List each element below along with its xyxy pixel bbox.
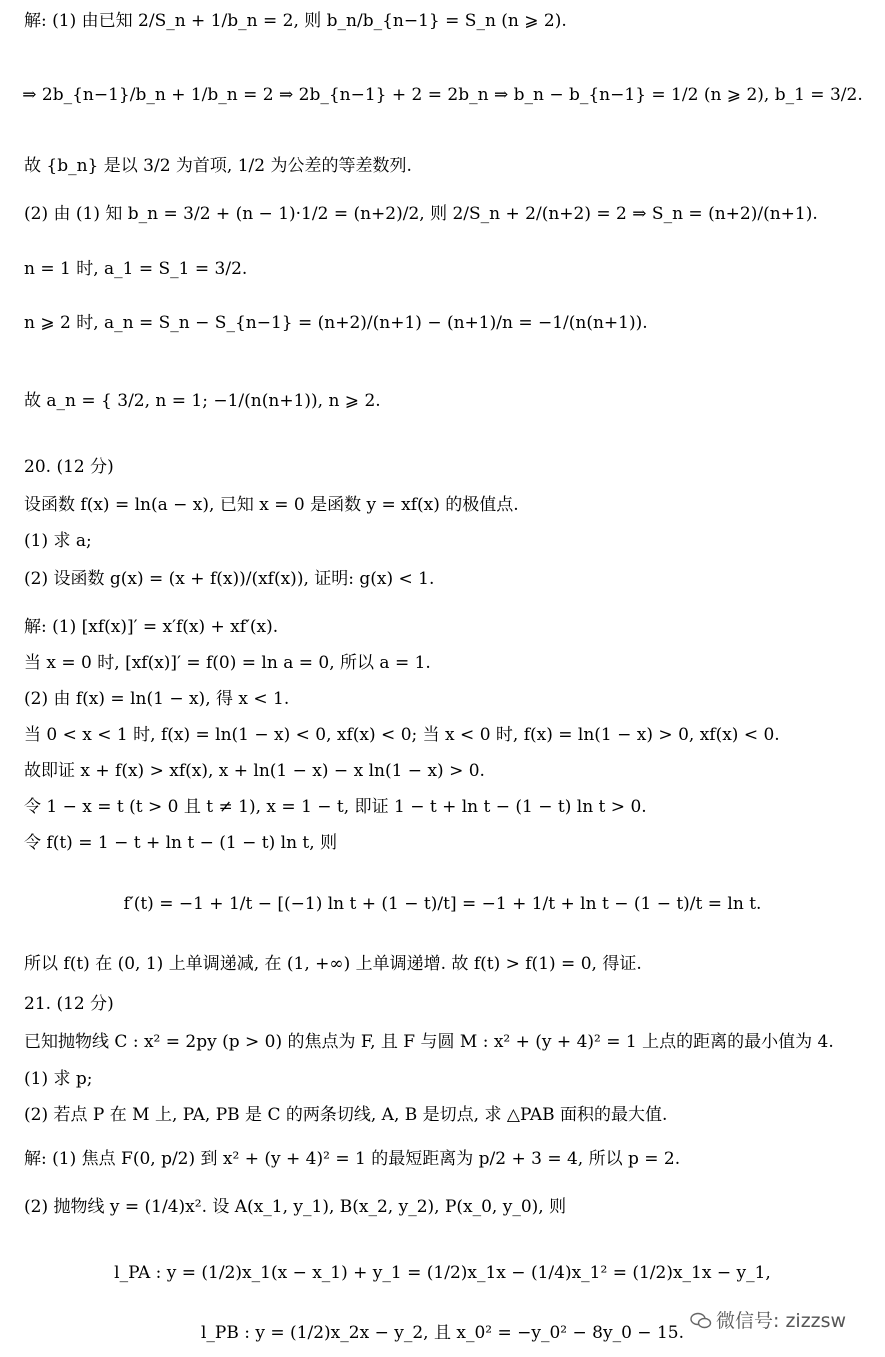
- text-line: (2) 若点 P 在 M 上, PA, PB 是 C 的两条切线, A, B 是切点, 求 △PAB 面积的最大值.: [24, 1105, 668, 1125]
- text-line: (1) 求 p;: [24, 1069, 93, 1089]
- text-line: (2) 由 (1) 知 b_n = 3/2 + (n − 1)·1/2 = (n+2)/2, 则 2/S_n + 2/(n+2) = 2 ⇒ S_n = (n+2)/(n+1).: [24, 204, 818, 224]
- text-line: f′(t) = −1 + 1/t − [(−1) ln t + (1 − t)/t] = −1 + 1/t + ln t − (1 − t)/t = ln t.: [123, 894, 762, 914]
- text-line: 故 {b_n} 是以 3/2 为首项, 1/2 为公差的等差数列.: [24, 156, 412, 176]
- text-line: 故即证 x + f(x) > xf(x), x + ln(1 − x) − x ln(1 − x) > 0.: [24, 761, 485, 781]
- text-line: (2) 由 f(x) = ln(1 − x), 得 x < 1.: [24, 689, 290, 709]
- watermark: [690, 1306, 846, 1333]
- text-line: ⇒ 2b_{n−1}/b_n + 1/b_n = 2 ⇒ 2b_{n−1} + 2 = 2b_n ⇒ b_n − b_{n−1} = 1/2 (n ⩾ 2), b_1 = 3/2.: [22, 85, 863, 105]
- text-line: (1) 求 a;: [24, 531, 92, 551]
- watermark-text: 微信号: zizzsw: [716, 1310, 847, 1332]
- text-line: 故 a_n = { 3/2, n = 1; −1/(n(n+1)), n ⩾ 2.: [24, 391, 381, 411]
- text-line: (2) 设函数 g(x) = (x + f(x))/(xf(x)), 证明: g(x) < 1.: [24, 569, 435, 589]
- text-line: 20. (12 分): [24, 457, 114, 477]
- text-line: 已知抛物线 C : x² = 2py (p > 0) 的焦点为 F, 且 F 与圆 M : x² + (y + 4)² = 1 上点的距离的最小值为 4.: [24, 1032, 834, 1052]
- text-line: (2) 抛物线 y = (1/4)x². 设 A(x_1, y_1), B(x_2, y_2), P(x_0, y_0), 则: [24, 1197, 567, 1217]
- text-line: 当 0 < x < 1 时, f(x) = ln(1 − x) < 0, xf(x) < 0; 当 x < 0 时, f(x) = ln(1 − x) > 0, xf(x) < 0.: [24, 725, 780, 745]
- text-line: n ⩾ 2 时, a_n = S_n − S_{n−1} = (n+2)/(n+1) − (n+1)/n = −1/(n(n+1)).: [24, 313, 648, 333]
- text-line: 所以 f(t) 在 (0, 1) 上单调递减, 在 (1, +∞) 上单调递增. 故 f(t) > f(1) = 0, 得证.: [24, 954, 642, 974]
- text-line: l_PB : y = (1/2)x_2x − y_2, 且 x_0² = −y_0² − 8y_0 − 15.: [201, 1323, 684, 1343]
- text-line: 当 x = 0 时, [xf(x)]′ = f(0) = ln a = 0, 所以 a = 1.: [24, 653, 431, 673]
- text-line: n = 1 时, a_1 = S_1 = 3/2.: [24, 259, 248, 279]
- text-line: 解: (1) 由已知 2/S_n + 1/b_n = 2, 则 b_n/b_{n−1} = S_n (n ⩾ 2).: [24, 11, 567, 31]
- text-line: 21. (12 分): [24, 994, 114, 1014]
- text-line: 令 f(t) = 1 − t + ln t − (1 − t) ln t, 则: [24, 833, 338, 853]
- text-line: 解: (1) [xf(x)]′ = x′f(x) + xf′(x).: [24, 617, 279, 637]
- wechat-icon: [690, 1312, 712, 1330]
- text-line: l_PA : y = (1/2)x_1(x − x_1) + y_1 = (1/2)x_1x − (1/4)x_1² = (1/2)x_1x − y_1,: [114, 1263, 771, 1283]
- text-line: 令 1 − x = t (t > 0 且 t ≠ 1), x = 1 − t, 即证 1 − t + ln t − (1 − t) ln t > 0.: [24, 797, 647, 817]
- text-line: 设函数 f(x) = ln(a − x), 已知 x = 0 是函数 y = xf(x) 的极值点.: [24, 495, 519, 515]
- text-line: 解: (1) 焦点 F(0, p/2) 到 x² + (y + 4)² = 1 的最短距离为 p/2 + 3 = 4, 所以 p = 2.: [24, 1149, 681, 1169]
